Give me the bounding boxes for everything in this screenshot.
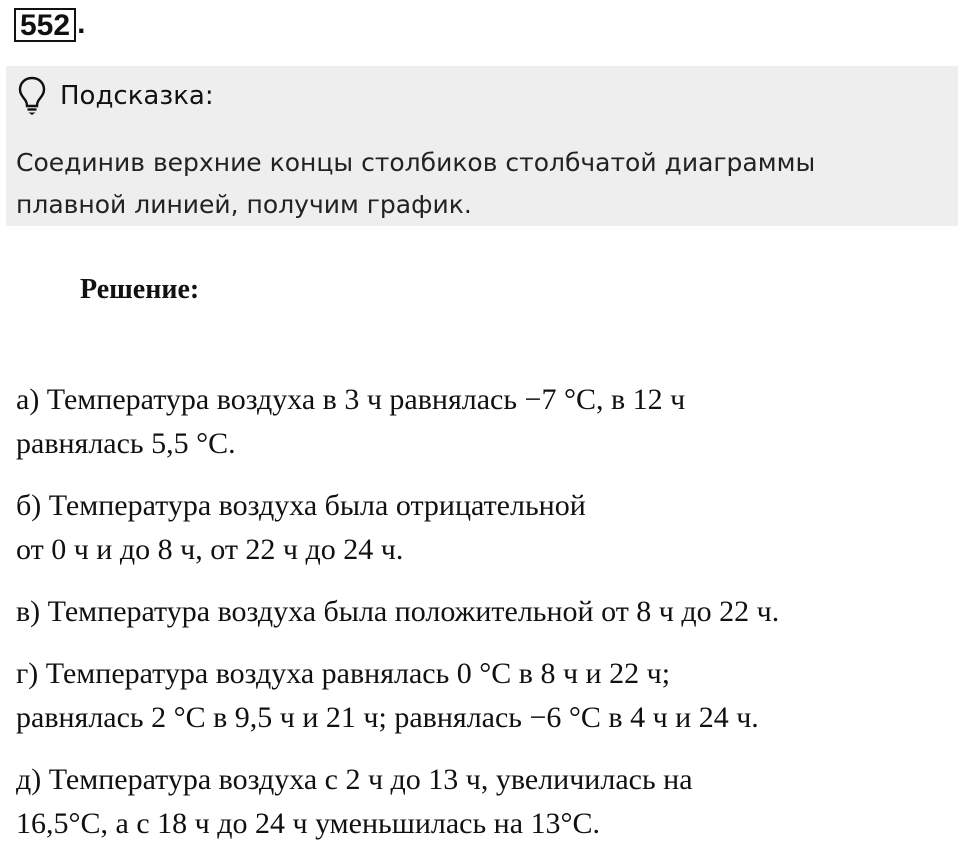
answer-line: равнялась 2 °C в 9,5 ч и 21 ч; равнялась −6 °C в 4 ч и 24 ч. — [16, 701, 759, 734]
hint-box — [6, 66, 958, 226]
lightbulb-icon — [18, 76, 46, 116]
answer-g — [16, 652, 951, 740]
answer-a — [16, 378, 951, 466]
answer-line: равнялась 5,5 °C. — [16, 427, 236, 460]
solution-title: Решение: — [80, 274, 200, 305]
hint-title: Подсказка: — [60, 81, 214, 111]
answer-line: а) Температура воздуха в 3 ч равнялась −7 °C, в 12 ч — [16, 383, 686, 416]
answer-line: г) Температура воздуха равнялась 0 °C в 8 ч и 22 ч; — [16, 657, 671, 690]
answer-b — [16, 484, 951, 572]
answer-line: от 0 ч и до 8 ч, от 22 ч до 24 ч. — [16, 533, 404, 566]
hint-text — [16, 142, 946, 226]
answers-list — [16, 378, 951, 864]
problem-number-dot: . — [77, 7, 86, 40]
answer-line: в) Температура воздуха была положительной от 8 ч до 22 ч. — [16, 595, 780, 628]
hint-header — [18, 76, 214, 116]
problem-number-box: 552 — [14, 8, 76, 42]
answer-line: д) Температура воздуха с 2 ч до 13 ч, увеличилась на — [16, 763, 693, 796]
answer-line: б) Температура воздуха была отрицательной — [16, 489, 586, 522]
answer-d — [16, 758, 951, 846]
answer-v — [16, 590, 951, 634]
hint-line: плавной линией, получим график. — [16, 190, 472, 219]
hint-line: Соединив верхние концы столбиков столбчатой диаграммы — [16, 148, 816, 177]
problem-number — [14, 6, 85, 42]
answer-line: 16,5°C, а с 18 ч до 24 ч уменьшилась на 13°C. — [16, 807, 601, 840]
